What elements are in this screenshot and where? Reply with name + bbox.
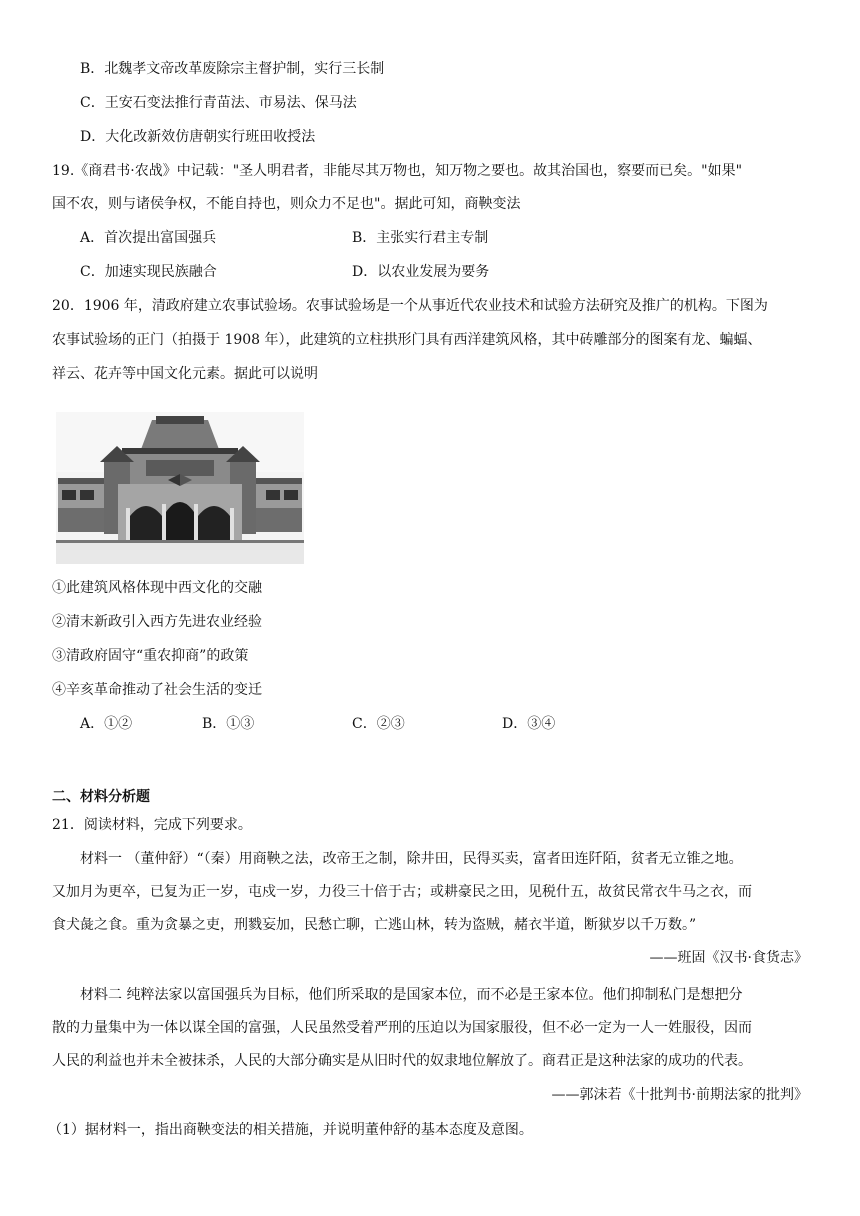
q20-statement-4: ④辛亥革命推动了社会生活的变迁 [52, 682, 262, 698]
q20-option-d: D．③④ [502, 716, 556, 732]
q18-option-d: D．大化改新效仿唐朝实行班田收授法 [80, 129, 316, 145]
q19-option-c: C．加速实现民族融合 [80, 264, 217, 280]
material2-line2: 散的力量集中为一体以谋全国的富强，人民虽然受着严刑的压迫以为国家服役，但不必一定为一人一姓服役，因而 [52, 1020, 752, 1036]
q20-statement-1: ①此建筑风格体现中西文化的交融 [52, 580, 262, 596]
q20-stem-line3: 祥云、花卉等中国文化元素。据此可以说明 [52, 366, 318, 382]
q19-stem-line1: 19.《商君书·农战》中记载："圣人明君者，非能尽其万物也，知万物之要也。故其治国也，察要而已矣。"如果" [52, 163, 743, 179]
q20-option-b: B．①③ [202, 716, 255, 732]
material2-source: ——郭沫若《十批判书·前期法家的批判》 [551, 1087, 808, 1103]
q20-stem-line2: 农事试验场的正门（拍摄于 1908 年），此建筑的立柱拱形门具有西洋建筑风格，其中砖雕部分的图案有龙、蝙蝠、 [52, 332, 762, 348]
material1-line3: 食犬彘之食。重为贪暴之吏，刑戮妄加，民愁亡聊，亡逃山林，转为盗贼，赭衣半道，断狱岁以千万数。” [52, 917, 697, 933]
q18-option-b: B．北魏孝文帝改革废除宗主督护制，实行三长制 [80, 61, 385, 77]
q19-option-a: A．首次提出富国强兵 [80, 230, 217, 246]
material1-line1: 材料一 （董仲舒）“（秦）用商鞅之法，改帝王之制，除井田，民得买卖，富者田连阡陌，贫者无立锥之地。 [80, 851, 743, 867]
q18-option-c: C．王安石变法推行青苗法、市易法、保马法 [80, 95, 357, 111]
q20-statement-3: ③清政府固守“重农抑商”的政策 [52, 648, 249, 664]
section-title: 二、材料分析题 [52, 789, 150, 805]
gate-photo [56, 412, 304, 564]
material1-line2: 又加月为更卒，已复为正一岁，屯戍一岁，力役三十倍于古；或耕豪民之田，见税什五，故贫民常衣牛马之衣，而 [52, 884, 752, 900]
q20-stem-line1: 20．1906 年，清政府建立农事试验场。农事试验场是一个从事近代农业技术和试验方法研究及推广的机构。下图为 [52, 298, 768, 314]
q19-option-b: B．主张实行君主专制 [352, 230, 489, 246]
q21-stem: 21．阅读材料，完成下列要求。 [52, 817, 252, 833]
q19-stem-line2: 国不农，则与诸侯争权，不能自持也，则众力不足也"。据此可知，商鞅变法 [52, 196, 521, 212]
q20-option-a: A．①② [80, 716, 133, 732]
q19-option-d: D．以农业发展为要务 [352, 264, 490, 280]
q20-statement-2: ②清末新政引入西方先进农业经验 [52, 614, 262, 630]
material2-line3: 人民的利益也并未全被抹杀，人民的大部分确实是从旧时代的奴隶地位解放了。商君正是这种法家的成功的代表。 [52, 1053, 752, 1069]
material1-source: ——班固《汉书·食货志》 [649, 950, 808, 966]
q20-option-c: C．②③ [352, 716, 405, 732]
material2-line1: 材料二 纯粹法家以富国强兵为目标，他们所采取的是国家本位，而不必是王家本位。他们抑制私门是想把分 [80, 987, 743, 1003]
q21-subquestion-1: （1）据材料一，指出商鞅变法的相关措施，并说明董仲舒的基本态度及意图。 [48, 1122, 533, 1138]
